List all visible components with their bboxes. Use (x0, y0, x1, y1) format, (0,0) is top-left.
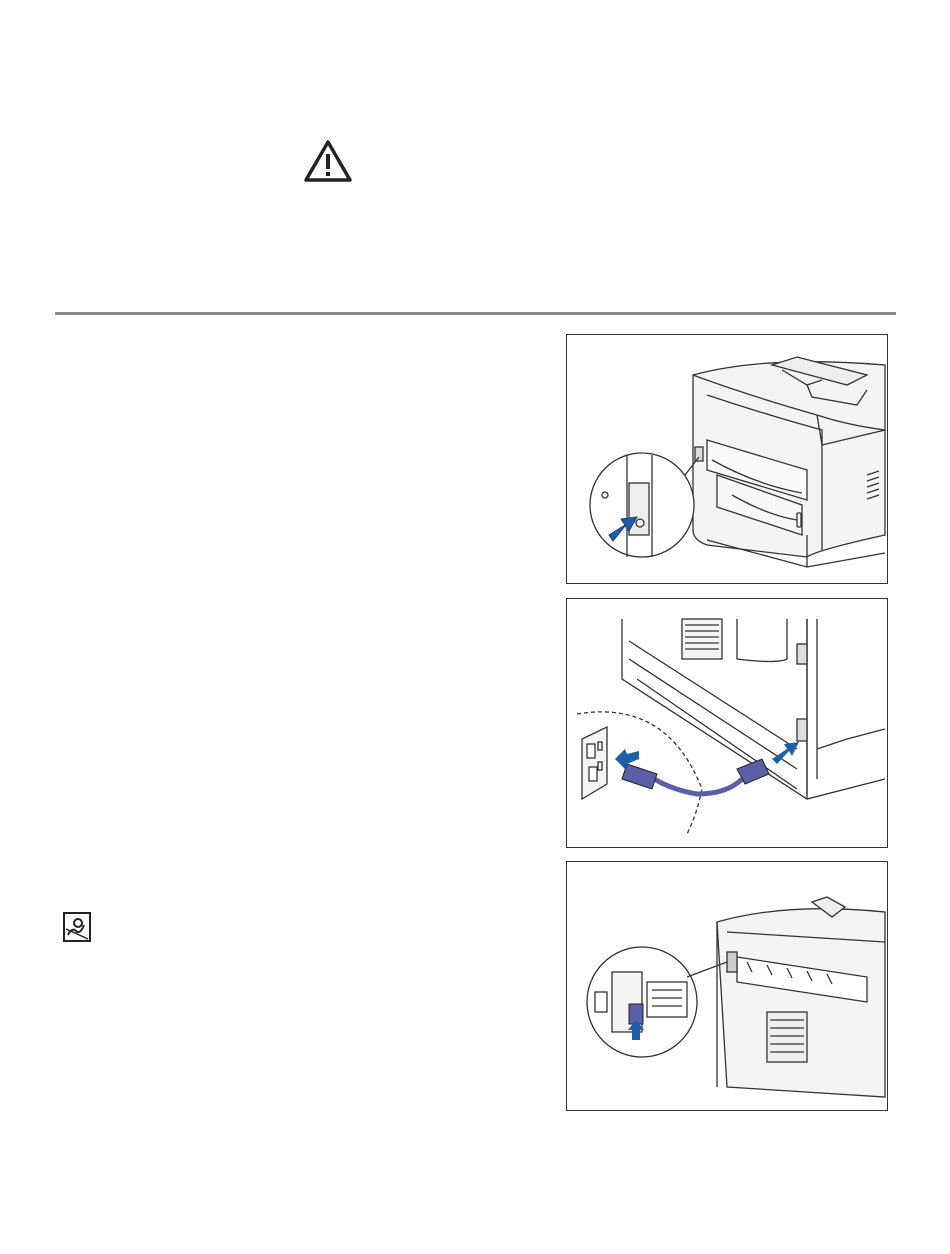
section-divider (55, 312, 896, 315)
note-icon (62, 911, 92, 943)
interface-cable-figure (566, 861, 888, 1111)
unplug-power-cord-figure (566, 598, 888, 848)
warning-triangle-icon (303, 138, 353, 184)
power-switch-figure (566, 334, 888, 584)
